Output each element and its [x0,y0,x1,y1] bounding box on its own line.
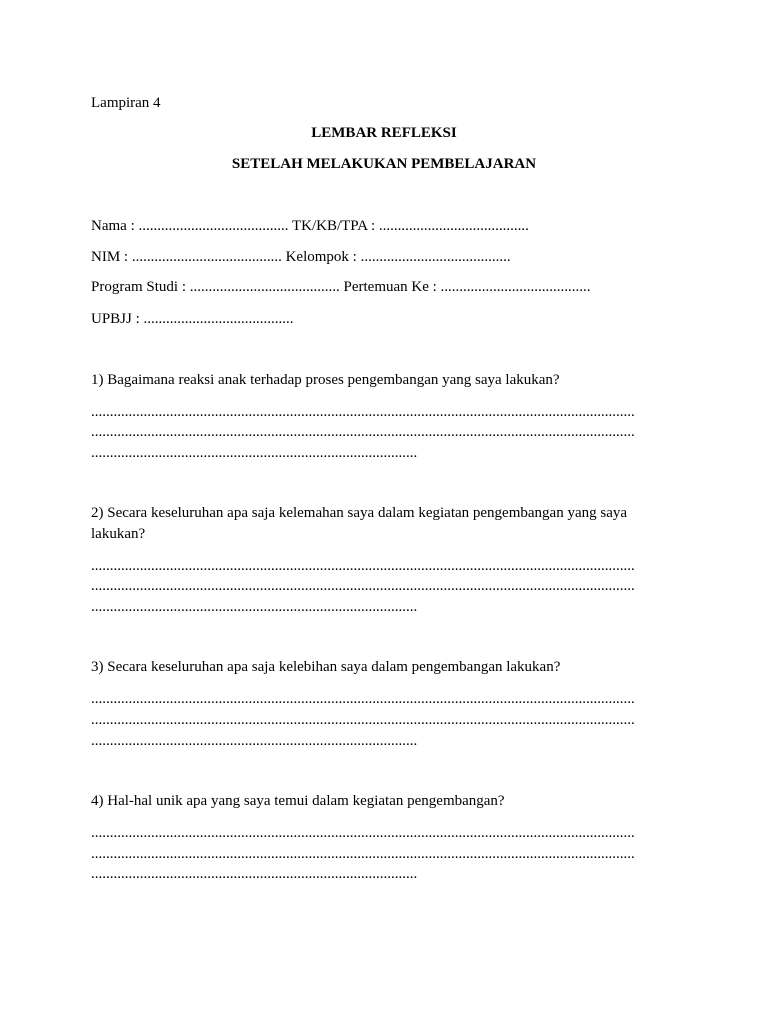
document-subtitle: SETELAH MELAKUKAN PEMBELAJARAN [231,156,537,172]
answer-line: ................................................................................................................................................. [91,578,635,594]
question-2: 2) Secara keseluruhan apa saja kelemahan saya dalam kegiatan pengembangan yang saya lakukan? [91,505,628,542]
answer-line: ................................................................................................................................................. [91,712,635,728]
answer-line: ................................................................................................................................................. [91,424,635,440]
attachment-label: Lampiran 4 [91,95,161,111]
field-nim-kelompok: NIM : ........................................ Kelompok : ........................................ [91,249,511,265]
answer-line: ....................................................................................... [91,866,418,882]
answer-line: ................................................................................................................................................. [91,404,635,420]
answer-line: ................................................................................................................................................. [91,846,635,862]
answer-line: ....................................................................................... [91,733,418,749]
answer-line: ................................................................................................................................................. [91,558,635,574]
answer-line: ................................................................................................................................................. [91,825,635,841]
field-upbjj: UPBJJ : ........................................ [91,311,294,327]
question-1: 1) Bagaimana reaksi anak terhadap proses pengembangan yang saya lakukan? [91,372,560,388]
answer-line: ....................................................................................... [91,445,418,461]
answer-line: ................................................................................................................................................. [91,691,635,707]
field-prodi-pertemuan: Program Studi : ........................................ Pertemuan Ke : ........................................ [91,279,591,295]
question-3: 3) Secara keseluruhan apa saja kelebihan saya dalam pengembangan lakukan? [91,659,561,675]
answer-line: ....................................................................................... [91,599,418,615]
document-title: LEMBAR REFLEKSI [311,125,457,141]
question-4: 4) Hal-hal unik apa yang saya temui dalam kegiatan pengembangan? [91,793,505,809]
field-nama-tk: Nama : ........................................ TK/KB/TPA : ........................................ [91,218,529,234]
